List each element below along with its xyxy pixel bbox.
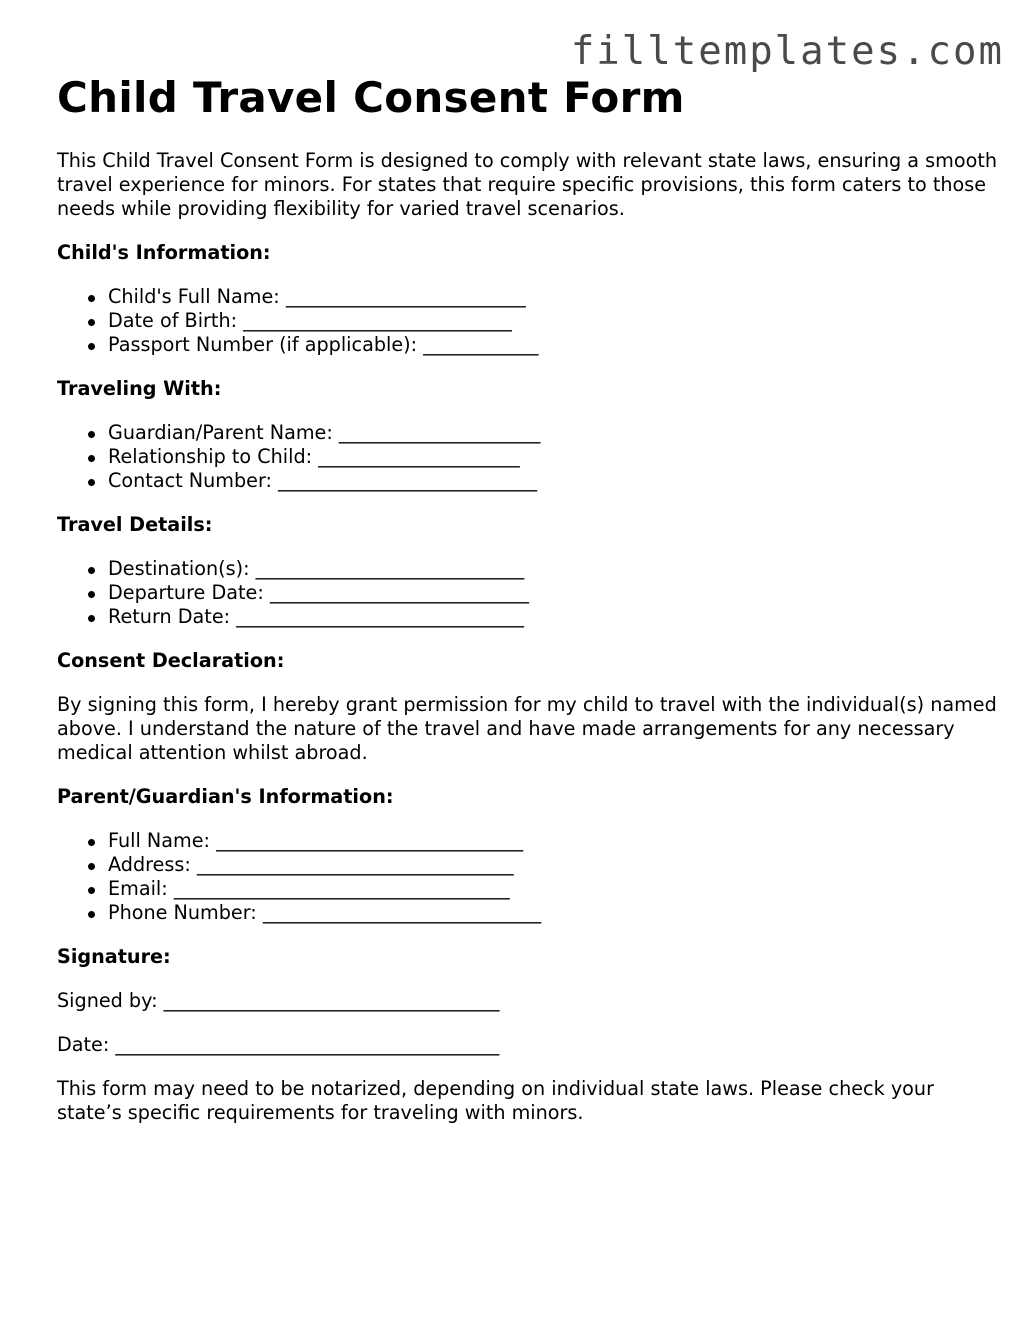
relationship-field[interactable]: Relationship to Child: _____________________ <box>108 445 997 469</box>
child-date-of-birth-field[interactable]: Date of Birth: ____________________________ <box>108 309 997 333</box>
contact-number-field[interactable]: Contact Number: ___________________________ <box>108 469 997 493</box>
intro-paragraph: This Child Travel Consent Form is designed to comply with relevant state laws, ensuring a smooth travel experience for minors. For states that require specific provisions, this form caters to those needs while providing flexibility for varied travel scenarios. <box>57 149 998 220</box>
traveling-with-list <box>57 421 997 493</box>
parent-address-field[interactable]: Address: _________________________________ <box>108 853 997 877</box>
consent-heading: Consent Declaration: <box>57 649 285 672</box>
parent-full-name-field[interactable]: Full Name: ________________________________ <box>108 829 997 853</box>
destination-field[interactable]: Destination(s): ____________________________ <box>108 557 997 581</box>
parent-info-list <box>57 829 997 925</box>
child-full-name-field[interactable]: Child's Full Name: _________________________ <box>108 285 997 309</box>
parent-phone-field[interactable]: Phone Number: _____________________________ <box>108 901 997 925</box>
watermark: filltemplates.com <box>570 29 1004 74</box>
signature-heading: Signature: <box>57 945 171 968</box>
child-passport-number-field[interactable]: Passport Number (if applicable): ____________ <box>108 333 997 357</box>
travel-details-heading: Travel Details: <box>57 513 213 536</box>
child-info-list <box>57 285 997 357</box>
child-info-heading: Child's Information: <box>57 241 271 264</box>
parent-email-field[interactable]: Email: ___________________________________ <box>108 877 997 901</box>
signed-by-field[interactable]: Signed by: ___________________________________ <box>57 989 500 1012</box>
consent-paragraph: By signing this form, I hereby grant permission for my child to travel with the individual(s) named above. I understand the nature of the travel and have made arrangements for any necessary medical attention whilst abroad. <box>57 693 997 764</box>
travel-details-list <box>57 557 997 629</box>
departure-date-field[interactable]: Departure Date: ___________________________ <box>108 581 997 605</box>
return-date-field[interactable]: Return Date: ______________________________ <box>108 605 997 629</box>
traveling-with-heading: Traveling With: <box>57 377 222 400</box>
footer-note: This form may need to be notarized, depending on individual state laws. Please check your state’s specific requirements for traveling with minors. <box>57 1077 934 1124</box>
parent-info-heading: Parent/Guardian's Information: <box>57 785 394 808</box>
document-page <box>57 74 997 1125</box>
guardian-name-field[interactable]: Guardian/Parent Name: _____________________ <box>108 421 997 445</box>
page-title: Child Travel Consent Form <box>57 73 685 122</box>
signature-date-field[interactable]: Date: ________________________________________ <box>57 1033 500 1056</box>
